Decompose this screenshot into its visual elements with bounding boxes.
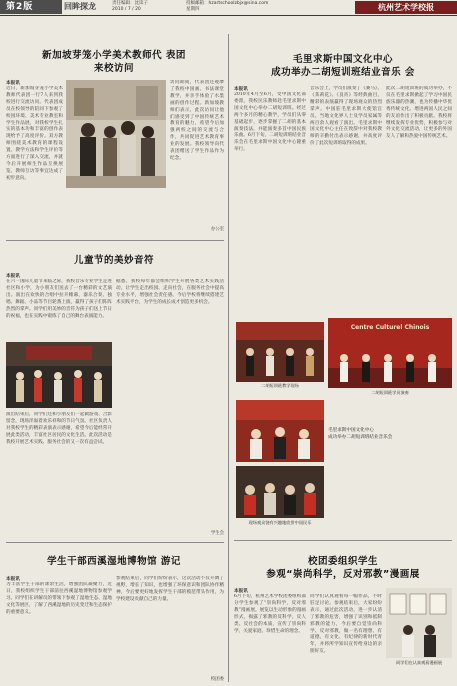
childhood-title: 儿童节的美妙音符	[73, 255, 154, 266]
erhu-photo-3	[236, 400, 324, 462]
rule-1	[6, 240, 224, 241]
email-line: 投稿邮箱：hzartschoolzbjx@sina.com	[186, 1, 269, 6]
childhood-text-1: 在六一国际儿童节来临之际，我校音乐专业学生走进社区和小学，为小朋友们送去了一台精彩的文艺演出。演出在欢快的合唱中拉开帷幕，器乐合奏、独唱、舞蹈、小品等节目轮番上演，赢得了孩子们阵阵热烈的掌声。同学们用美妙的音符为孩子们送上节日的祝福，也在实践中锻炼了自己的舞台表演能力。	[6, 279, 112, 319]
erhu-text-3: 此次二胡短训班的成功举办，不仅在毛里求斯掀起了学习中国民族乐器的热潮，也为传播中华优秀传统文化、增进两国人民之间的友谊作出了积极贡献。我校将继续发挥专业优势，积极参与对外文化交流活动，让更多的外国友人了解和热爱中国传统艺术。	[386, 86, 452, 140]
childhood-photo	[6, 342, 112, 408]
erhu-photo-1	[236, 322, 324, 382]
anticult-text-2: 同学们认真观看每一幅作品，不时驻足讨论。参观结束后，大家纷纷表示，通过此次活动，进一步认清了邪教的危害，增强了识别和抵制邪教的能力，今后要自觉崇尚科学、反对邪教，做一名有理想、有道德、有文化、有纪律的新时代青年，并将所学知识宣传给身边的亲朋好友。	[310, 594, 382, 655]
column-divider	[228, 34, 229, 682]
singapore-title-2: 来校访问	[93, 63, 134, 74]
wetland-text-1: 为丰富学生干部的课余生活，增强团队凝聚力，近日，我校组织学生干部前往西溪湿地博物馆参观学习。同学们在讲解员的带领下参观了湿地生态、湿地文化等展区，了解了西溪湿地的历史变迁和生态保护的重要意义。	[6, 582, 112, 615]
erhu-photo-2	[328, 318, 452, 388]
erhu-caption-3: 毛里求斯中国文化中心 成功举办二胡短训班结业音乐会	[328, 428, 393, 440]
rule-3	[234, 540, 452, 541]
erhu-text-2: 音乐会上，学员们演奏了《赛马》、《茉莉花》、《良宵》等经典曲目，精彩的表演赢得了现场观众的热烈掌声。中国驻毛里求斯大使馆官员、当地文化界人士及学员家属等两百余人观看了演出。毛里求斯中国文化中心主任在致辞中对我校教师的辛勤付出表示感谢，并高度评价了此次短训班取得的成果。	[310, 86, 382, 147]
erhu-author: 本报讯	[234, 87, 248, 92]
anticult-author: 本报讯	[234, 589, 248, 594]
weekday-line: 星期四	[186, 7, 200, 12]
date-line: 2010 / 7 / 20	[112, 7, 141, 12]
erhu-title-2: 成功举办二胡短训班结业音乐 会	[271, 67, 415, 78]
erhu-caption-1: 二胡短训班教学现场	[261, 383, 299, 388]
anticult-caption: 同学们在认真观看漫画展	[395, 660, 443, 665]
wetland-text-2: 参观结束后，同学们纷纷表示，这次活动不仅开阔了视野，增长了知识，也增强了环保意识和团队协作精神，今后要更好地发挥学生干部的模范带头作用，为学校建设贡献自己的力量。	[116, 576, 224, 602]
childhood-author: 本报讯	[6, 274, 20, 279]
editor-line: 责任编辑：沈读子	[112, 1, 148, 6]
erhu-photo-4	[236, 466, 324, 518]
erhu-banner: Centre Culturel Chinois	[350, 324, 430, 331]
singapore-author: 本报讯	[6, 81, 20, 86]
singapore-text-2: 访问期间，代表团还观摩了我校中国画、书法课堂教学，并亲手体验了水墨画的创作过程。新加坡教师们表示，此次访问让他们感受到了中国传统艺术教育的魅力，希望今后加强两校之间的交流与合作，共同促进艺术教育事业的发展。我校领导向代表团赠送了学生作品作为纪念。	[170, 80, 224, 161]
masthead: 杭州艺术学校报	[355, 1, 457, 14]
erhu-caption-2: 二胡短训班学员演奏	[371, 390, 409, 395]
childhood-text-3: 据悉，我校每年都会组织学生开展各类艺术实践活动，让学生走出校园、走向社会，在服务社会中提高专业水平，增强社会责任感。今后学校将继续搭建艺术实践平台，为学生的成长成才创造更多机会。	[116, 279, 224, 305]
erhu-caption-3-box	[328, 400, 452, 466]
anticult-title-1: 校团委组织学生	[307, 556, 378, 567]
anticult-title-2: 参观“崇尚科学，反对邪教”漫画展	[266, 569, 420, 580]
singapore-photo	[66, 80, 166, 188]
erhu-title-1: 毛里求斯中国文化中心	[292, 54, 393, 65]
singapore-text-1: 近日，新加坡芽笼小学美术教师代表团一行7人来到我校进行交流访问。代表团成员在校领导的陪同下参观了校园环境、美术专业教室和学生作品展，对我校学生扎实的基本功和丰富的创作表现给予了高度评价。双方教师围绕美术教育的课程设置、教学方法和学生评价等方面进行了深入交流，并就今后开展师生作品互换展览、教师互访等事宜达成了初步意向。	[6, 86, 63, 181]
erhu-caption-4: 现场观众饶有兴趣地欣赏中国民乐	[248, 520, 312, 525]
singapore-credit: 办公室	[210, 227, 224, 232]
erhu-text-1: 2010年4月至6月，受中国文化部委派，我校民乐教师赴毛里求斯中国文化中心举办二胡短训班。经过两个多月的精心教学，学员们从零基础起步，逐步掌握了二胡的基本演奏技法，并能演奏多首中国民族乐曲。6月下旬，二胡短训班结业音乐会在毛里求斯中国文化中心隆重举行。	[234, 92, 306, 153]
wetland-credit: 校团委	[210, 677, 224, 682]
childhood-credit: 学生会	[210, 531, 224, 536]
anticult-photo	[386, 588, 452, 658]
childhood-text-2: 演出结束后，同学们还和小朋友们一起做游戏、合影留念，现场洋溢着欢乐祥和的节日气氛。社区负责人对我校学生的精彩表演表示感谢，希望今后能经常开展此类活动，丰富社区居民的文化生活。此次活动是我校开展艺术实践、服务社会的又一次有益尝试。	[6, 412, 112, 445]
anticult-text-1: 6月下旬，杭州艺术学校团委组织部分学生参观了“崇尚科学，反对邪教”漫画展。展览以生动形象的漫画形式，揭露了邪教的反科学、反人类、反社会的本质，宣传了崇尚科学、关爱家庭、珍惜生命的理念。	[234, 594, 306, 634]
page-number: 第2版	[0, 0, 62, 14]
rule-2	[6, 542, 224, 543]
singapore-title-1: 新加坡芽笼小学美术教师代 表团	[42, 50, 186, 61]
wetland-author: 本报讯	[6, 577, 20, 582]
section-name: 回眸探龙	[64, 2, 96, 11]
wetland-title: 学生干部西溪湿地博物馆 游记	[47, 556, 181, 567]
